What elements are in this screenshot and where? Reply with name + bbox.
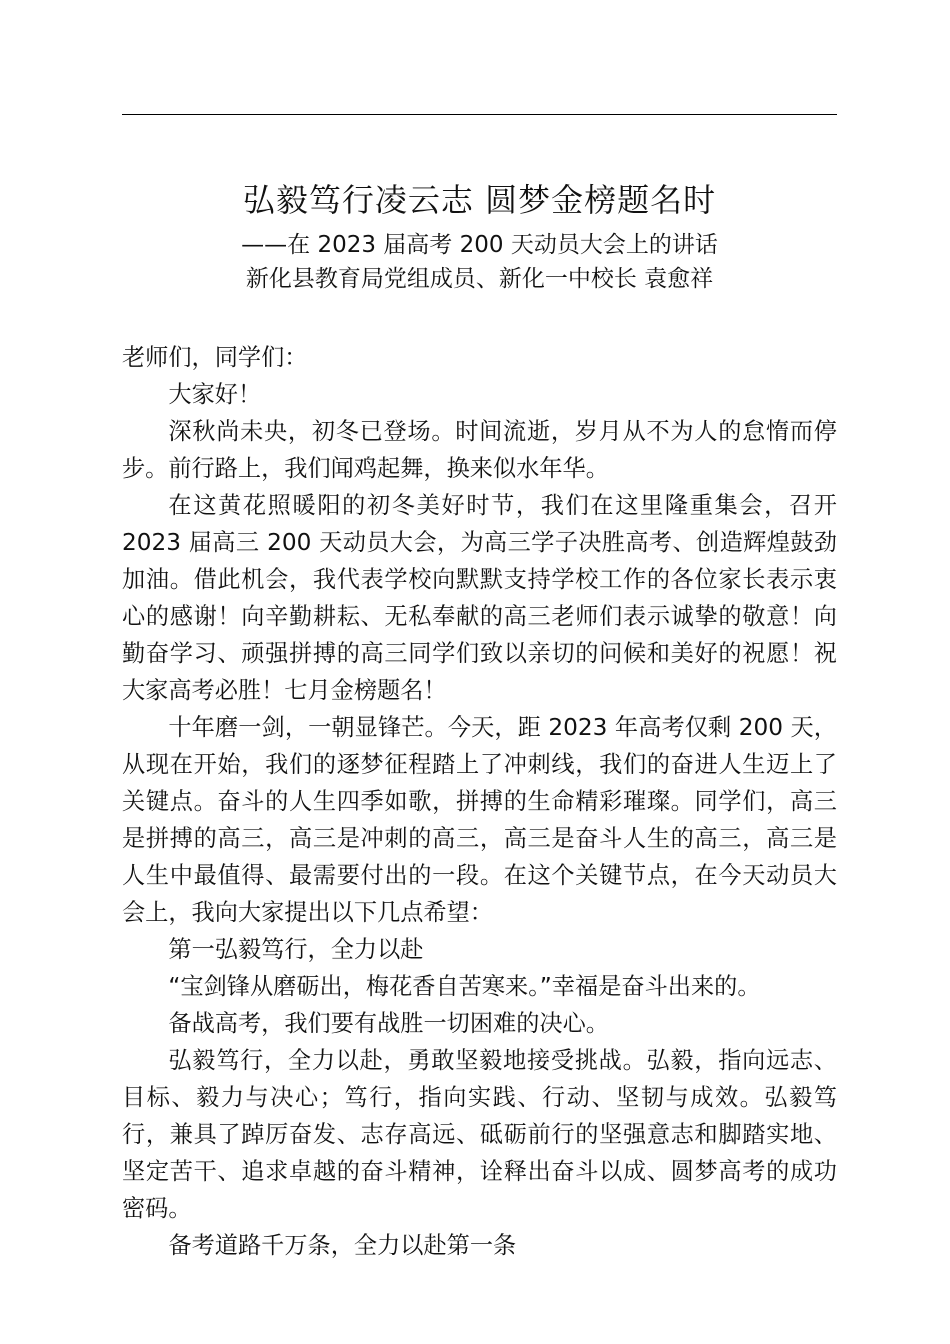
paragraph: 大家好！: [168, 381, 262, 408]
document-title: 弘毅笃行凌云志 圆梦金榜题名时: [242, 181, 717, 219]
header-rule: [122, 114, 837, 115]
salutation: 老师们，同学们：: [122, 344, 308, 371]
paragraph: 备战高考，我们要有战胜一切困难的决心。: [168, 1010, 609, 1037]
section-heading: 第一弘毅笃行，全力以赴: [168, 936, 424, 963]
document-author: 新化县教育局党组成员、新化一中校长 袁愈祥: [245, 266, 714, 292]
document-header: [122, 176, 837, 296]
paragraph: 备考道路千万条，全力以赴第一条: [168, 1232, 517, 1259]
quote-paragraph: “宝剑锋从磨砺出，梅花香自苦寒来。”幸福是奋斗出来的。: [168, 973, 761, 1000]
paragraph: 十年磨一剑，一朝显锋芒。今天，距 2023 年高考仅剩 200 天，从现在开始，我们的逐梦征程踏上了冲刺线，我们的奋进人生迈上了关键点。奋斗的人生四季如歌，拼搏的生命精彩璀璨。同学们，高三是拼搏的高三，高三是冲刺的高三，高三是奋斗人生的高三，高三是人生中最值得、最需要付出的一段。在这个关键节点，在今天动员大会上，我向大家提出以下几点希望：: [122, 714, 837, 926]
document-subtitle: ——在 2023 届高考 200 天动员大会上的讲话: [241, 232, 718, 258]
paragraph: 在这黄花照暖阳的初冬美好时节，我们在这里隆重集会，召开 2023 届高三 200 天动员大会，为高三学子决胜高考、创造辉煌鼓劲加油。借此机会，我代表学校向默默支持学校工作的各位家长表示衷心的感谢！向辛勤耕耘、无私奉献的高三老师们表示诚挚的敬意！向勤奋学习、顽强拼搏的高三同学们致以亲切的问候和美好的祝愿！祝大家高考必胜！七月金榜题名！: [122, 492, 837, 704]
paragraph: 深秋尚未央，初冬已登场。时间流逝，岁月从不为人的怠惰而停步。前行路上，我们闻鸡起舞，换来似水年华。: [122, 418, 837, 482]
paragraph: 弘毅笃行，全力以赴，勇敢坚毅地接受挑战。弘毅，指向远志、目标、毅力与决心；笃行，指向实践、行动、坚韧与成效。弘毅笃行，兼具了踔厉奋发、志存高远、砥砺前行的坚强意志和脚踏实地、坚定苦干、追求卓越的奋斗精神，诠释出奋斗以成、圆梦高考的成功密码。: [122, 1047, 837, 1222]
speech-body: [122, 339, 837, 1264]
